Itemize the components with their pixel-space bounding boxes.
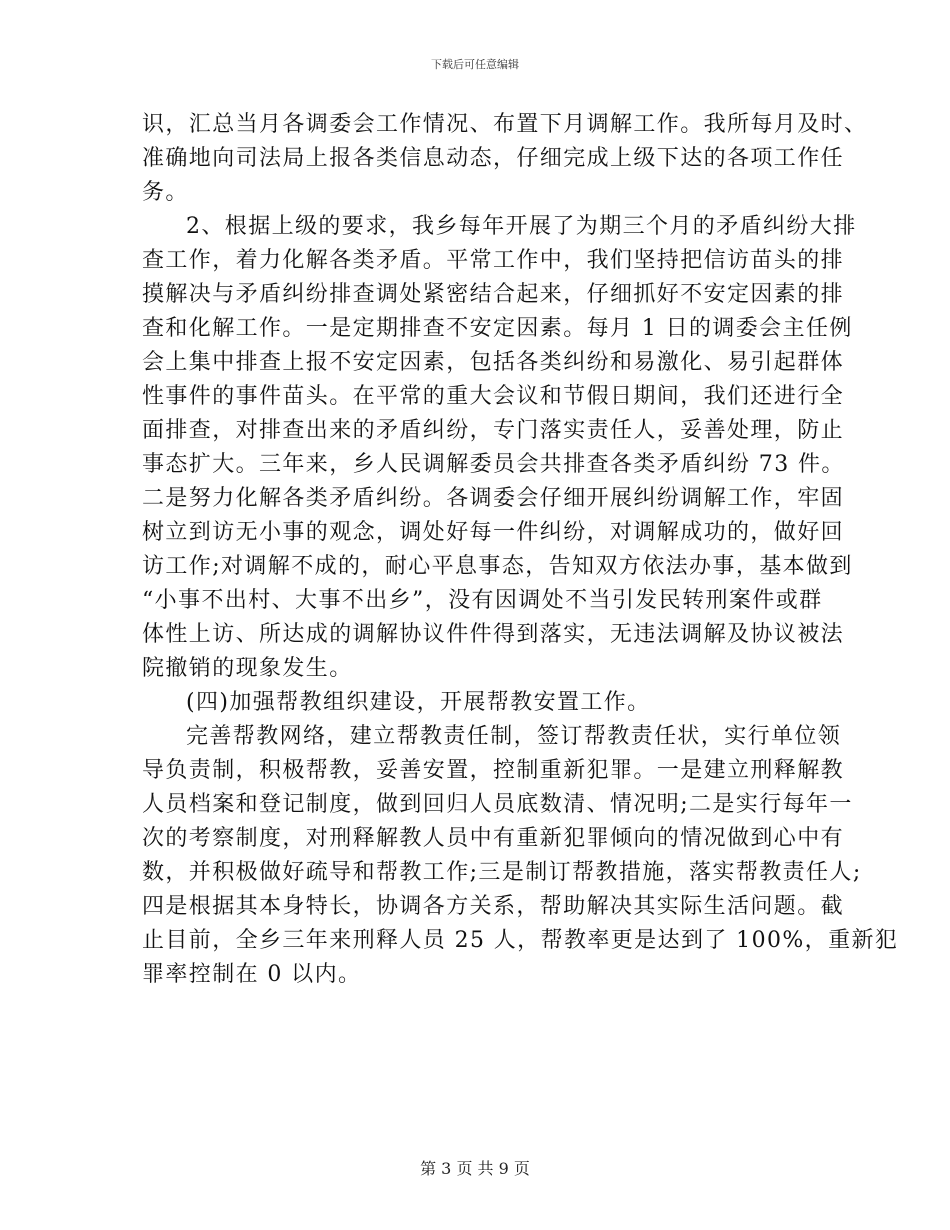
text-line: 树立到访无小事的观念，调处好每一件纠纷，对调解成功的，做好回 (142, 520, 845, 545)
paragraph-start-line: 2、根据上级的要求，我乡每年开展了为期三个月的矛盾纠纷大排 (186, 214, 857, 239)
text-line: 人员档案和登记制度，做到回归人员底数清、情况明;二是实行每年一 (142, 792, 853, 817)
text-line: 数，并积极做好疏导和帮教工作;三是制订帮教措施，落实帮教责任人; (142, 860, 862, 885)
text-line: 准确地向司法局上报各类信息动态，仔细完成上级下达的各项工作任 (142, 146, 845, 171)
text-line: 院撤销的现象发生。 (142, 656, 353, 681)
text-line: 二是努力化解各类矛盾纠纷。各调委会仔细开展纠纷调解工作，牢固 (142, 486, 845, 511)
page-footer: 第 3 页 共 9 页 (420, 1159, 530, 1178)
text-line: 导负责制，积极帮教，妥善安置，控制重新犯罪。一是建立刑释解教 (142, 758, 845, 783)
document-body (142, 108, 899, 992)
text-line: 性事件的事件苗头。在平常的重大会议和节假日期间，我们还进行全 (142, 384, 845, 409)
text-line: 会上集中排查上报不安定因素，包括各类纠纷和易激化、易引起群体 (142, 350, 845, 375)
section-heading: (四)加强帮教组织建设，开展帮教安置工作。 (186, 690, 651, 715)
text-line: 面排查，对排查出来的矛盾纠纷，专门落实责任人，妥善处理，防止 (142, 418, 845, 443)
page-header: 下载后可任意编辑 (431, 58, 519, 71)
text-line: 务。 (142, 180, 189, 205)
text-line: 摸解决与矛盾纠纷排查调处紧密结合起来，仔细抓好不安定因素的排 (142, 282, 845, 307)
text-line: 次的考察制度，对刑释解教人员中有重新犯罪倾向的情况做到心中有 (142, 826, 845, 851)
text-line: 查和化解工作。一是定期排查不安定因素。每月 1 日的调委会主任例 (142, 316, 853, 341)
text-line: “小事不出村、大事不出乡”，没有因调处不当引发民转刑案件或群 (142, 588, 823, 613)
text-line: 查工作，着力化解各类矛盾。平常工作中，我们坚持把信访苗头的排 (142, 248, 845, 273)
text-line: 止目前，全乡三年来刑释人员 25 人，帮教率更是达到了 100%，重新犯 (142, 928, 899, 953)
text-line: 体性上访、所达成的调解协议件件得到落实，无违法调解及协议被法 (142, 622, 845, 647)
text-line: 事态扩大。三年来，乡人民调解委员会共排查各类矛盾纠纷 73 件。 (142, 452, 845, 477)
text-line: 识，汇总当月各调委会工作情况、布置下月调解工作。我所每月及时、 (142, 112, 868, 137)
text-line: 四是根据其本身特长，协调各方关系，帮助解决其实际生活问题。截 (142, 894, 845, 919)
paragraph-start-line: 完善帮教网络，建立帮教责任制，签订帮教责任状，实行单位领 (186, 724, 842, 749)
text-line: 访工作;对调解不成的，耐心平息事态，告知双方依法办事，基本做到 (142, 554, 853, 579)
text-line: 罪率控制在 0 以内。 (142, 962, 362, 987)
